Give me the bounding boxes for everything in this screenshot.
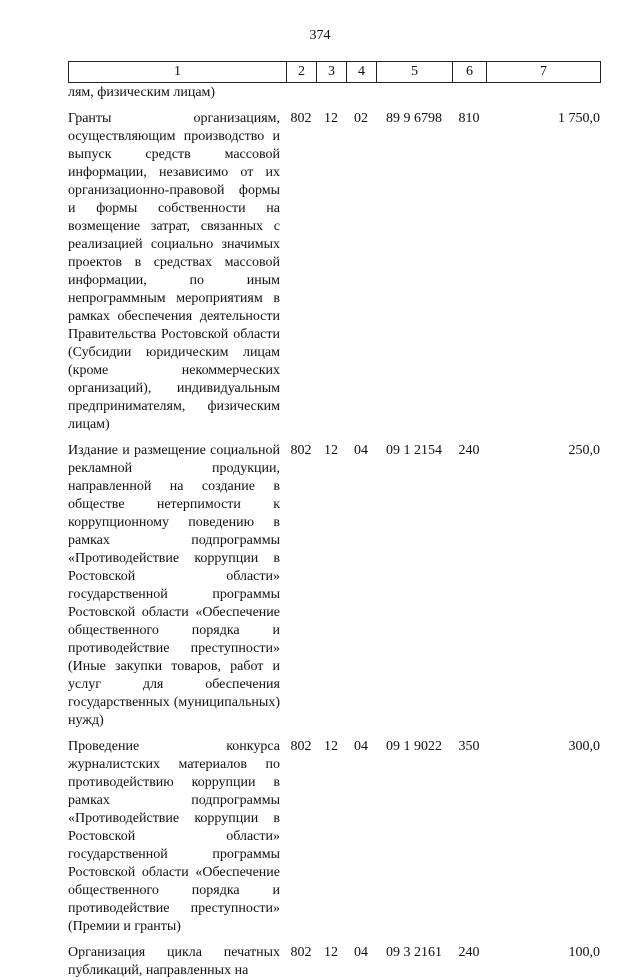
row-col-2: 802: [290, 739, 312, 754]
row-col-6: 240: [458, 945, 480, 960]
row-col-6: 240: [458, 443, 480, 458]
row-description: Проведение конкурса журналистских материалов по противодействию коррупции в рамках подпрограммы «Противодействие коррупции в Ростовской области» государственной программы Ростовской области «Обеспечение общественного порядка и противодействие преступности» (Премии и гранты): [68, 739, 280, 934]
row-col-4: 04: [354, 443, 368, 458]
col-header-1: 1: [69, 62, 287, 83]
row-col-4: 04: [354, 945, 368, 960]
row-col-3: 12: [324, 945, 338, 960]
row-col-3: 12: [324, 443, 338, 458]
row-amount: 100,0: [568, 945, 600, 960]
row-description: Издание и размещение социальной рекламной продукции, направленной на создание в обществе нетерпимости к коррупционному поведению в рамках подпрограммы «Противодействие коррупции в Ростовской области» государственной программы Ростовской области «Обеспечение общественного порядка и противодействие преступности» (Иные закупки товаров, работ и услуг для обеспечения государственных (муниципальных) нужд): [68, 443, 280, 728]
col-header-5: 5: [377, 62, 453, 83]
row-col-4: 02: [354, 111, 368, 126]
row-amount: 300,0: [568, 739, 600, 754]
row-col-5: 09 1 2154: [386, 443, 442, 458]
budget-table: [68, 84, 600, 980]
row-col-6: 810: [458, 111, 480, 126]
row-col-5: 09 3 2161: [386, 945, 442, 960]
row-col-3: 12: [324, 739, 338, 754]
row-col-2: 802: [290, 945, 312, 960]
table-row: [68, 102, 600, 434]
table-row: [68, 434, 600, 730]
row-col-6: 350: [458, 739, 480, 754]
col-header-6: 6: [453, 62, 487, 83]
column-header-row: [68, 61, 601, 83]
row-amount: 250,0: [568, 443, 600, 458]
row-description: Организация цикла печатных публикаций, направленных на: [68, 945, 280, 978]
col-header-4: 4: [347, 62, 377, 83]
row-col-5: 09 1 9022: [386, 739, 442, 754]
row-col-3: 12: [324, 111, 338, 126]
col-header-7: 7: [487, 62, 601, 83]
table-row: [68, 730, 600, 936]
table-row: [68, 936, 600, 980]
row-col-2: 802: [290, 111, 312, 126]
continuation-row: [68, 84, 600, 102]
row-description: Гранты организациям, осуществляющим производство и выпуск средств массовой информации, независимо от их организационно-правовой формы и формы собственности на возмещение затрат, связанных с реализацией социально значимых проектов в средствах массовой информации, по иным непрограммным мероприятиям в рамках обеспечения деятельности Правительства Ростовской области (Субсидии юридическим лицам (кроме некоммерческих организаций), индивидуальным предпринимателям, физическим лицам): [68, 111, 280, 432]
continuation-text: лям, физическим лицам): [68, 85, 216, 100]
row-amount: 1 750,0: [558, 111, 600, 126]
row-col-2: 802: [290, 443, 312, 458]
row-col-4: 04: [354, 739, 368, 754]
row-col-5: 89 9 6798: [386, 111, 442, 126]
col-header-3: 3: [317, 62, 347, 83]
page-number: 374: [309, 28, 331, 43]
col-header-2: 2: [287, 62, 317, 83]
